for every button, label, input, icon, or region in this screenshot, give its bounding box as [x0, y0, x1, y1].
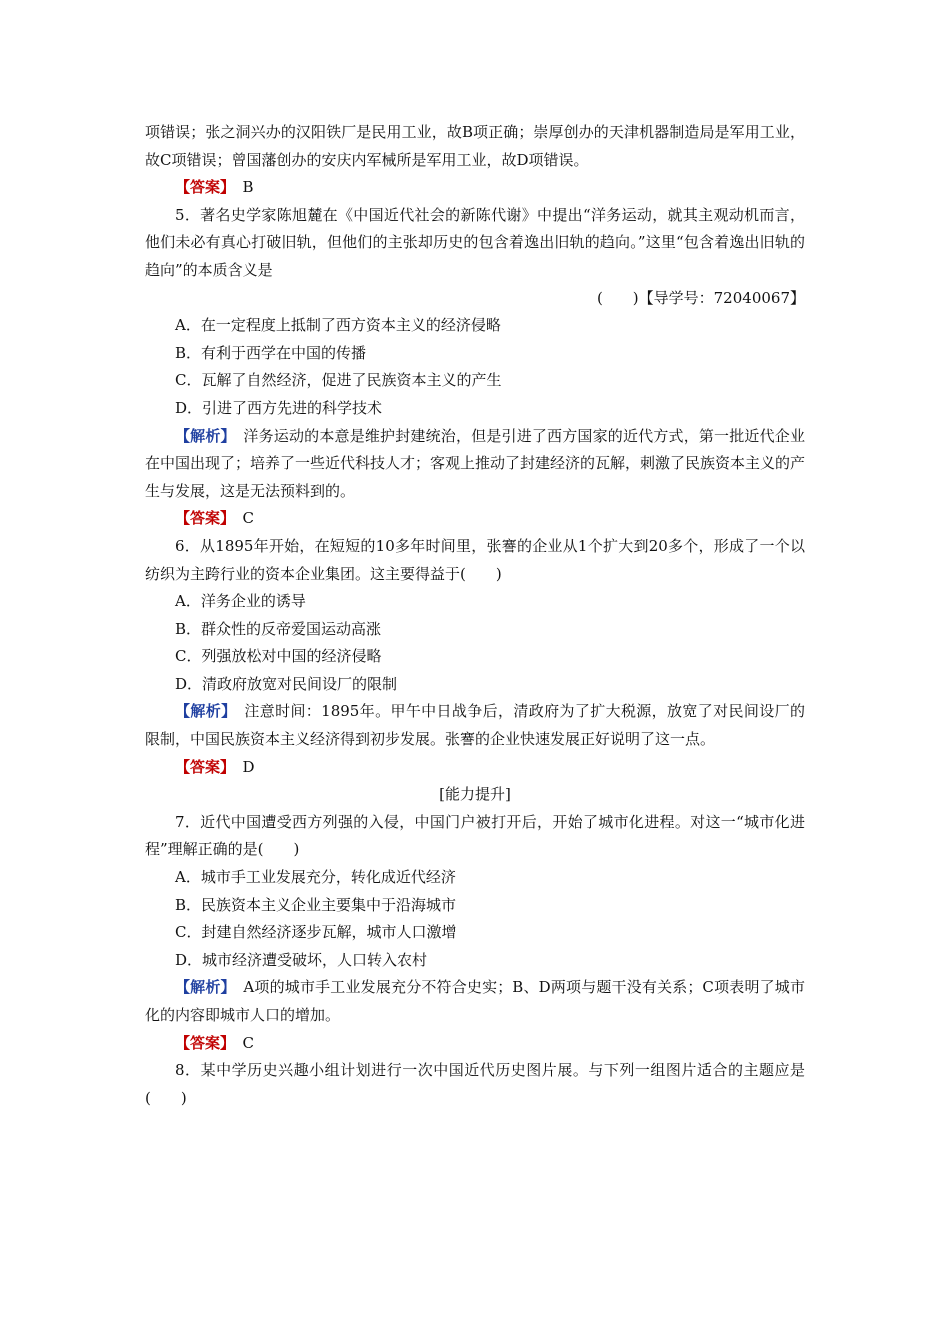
q7-option-d: D．城市经济遭受破坏，人口转入农村 [175, 950, 428, 969]
q5-answer [145, 505, 805, 533]
answer-label: 【答案】 [175, 178, 228, 197]
q5-analysis [145, 423, 805, 506]
q5-guide-number: ( )【导学号：72040067】 [596, 288, 805, 307]
document-body [145, 119, 805, 1112]
q7-answer [145, 1030, 805, 1058]
q7-option-c: C．封建自然经济逐步瓦解，城市人口激增 [175, 923, 457, 942]
answer-value: C [242, 1033, 255, 1052]
analysis-label: 【解析】 [175, 978, 229, 997]
answer-label: 【答案】 [175, 509, 228, 528]
answer-label: 【答案】 [175, 757, 228, 776]
q5-option-c: C．瓦解了自然经济，促进了民族资本主义的产生 [175, 371, 502, 390]
q6-option-d: D．清政府放宽对民间设厂的限制 [175, 674, 398, 693]
analysis-text: A项的城市手工业发展充分不符合史实；B、D两项与题干没有关系；C项表明了城市化的内容即城市人口的增加。 [145, 978, 805, 1024]
q5-option-d: D．引进了西方先进的科学技术 [175, 398, 383, 417]
q7-option-b: B．民族资本主义企业主要集中于沿海城市 [175, 895, 457, 914]
q7-option-a: A．城市手工业发展充分，转化成近代经济 [175, 868, 456, 887]
answer-label: 【答案】 [175, 1033, 228, 1052]
q4-answer [145, 174, 805, 202]
q5-option-a: A．在一定程度上抵制了西方资本主义的经济侵略 [175, 316, 501, 335]
q5-stem: 5．著名史学家陈旭麓在《中国近代社会的新陈代谢》中提出“洋务运动，就其主观动机而言，他们未必有真心打破旧轨，但他们的主张却历史的包含着逸出旧轨的趋向。”这里“包含着逸出旧轨的趋向”的本质含义是 [145, 205, 805, 279]
q6-answer [145, 754, 805, 782]
answer-value: B [242, 178, 254, 197]
q6-analysis [145, 698, 805, 753]
q6-option-c: C．列强放松对中国的经济侵略 [175, 647, 382, 666]
q5-option-b: B．有利于西学在中国的传播 [175, 343, 367, 362]
q7-stem: 7．近代中国遭受西方列强的入侵，中国门户被打开后，开始了城市化进程。对这一“城市化进程”理解正确的是( ) [145, 812, 805, 859]
analysis-label: 【解析】 [175, 426, 229, 445]
section-heading: [能力提升] [439, 785, 511, 804]
analysis-text: 洋务运动的本意是维护封建统治，但是引进了西方国家的近代方式，第一批近代企业在中国出现了；培养了一些近代科技人才；客观上推动了封建经济的瓦解，刺激了民族资本主义的产生与发展，这是无法预料到的。 [145, 426, 806, 500]
q8-stem: 8．某中学历史兴趣小组计划进行一次中国近代历史图片展。与下列一组图片适合的主题应是( ) [145, 1061, 805, 1107]
analysis-text: 注意时间：1895年。甲午中日战争后，清政府为了扩大税源，放宽了对民间设厂的限制，中国民族资本主义经济得到初步发展。张謇的企业快速发展正好说明了这一点。 [145, 702, 805, 749]
answer-value: C [242, 509, 255, 528]
q7-analysis [145, 974, 805, 1029]
q6-stem: 6．从1895年开始，在短短的10多年时间里，张謇的企业从1个扩大到20多个，形成了一个以纺织为主跨行业的资本企业集团。这主要得益于( ) [145, 536, 805, 583]
lead-paragraph: 项错误；张之洞兴办的汉阳铁厂是民用工业，故B项正确；崇厚创办的天津机器制造局是军用工业，故C项错误；曾国藩创办的安庆内军械所是军用工业，故D项错误。 [145, 123, 805, 169]
q6-option-a: A．洋务企业的诱导 [175, 592, 306, 611]
analysis-label: 【解析】 [175, 702, 229, 721]
q6-option-b: B．群众性的反帝爱国运动高涨 [175, 619, 382, 638]
answer-value: D [242, 757, 255, 776]
